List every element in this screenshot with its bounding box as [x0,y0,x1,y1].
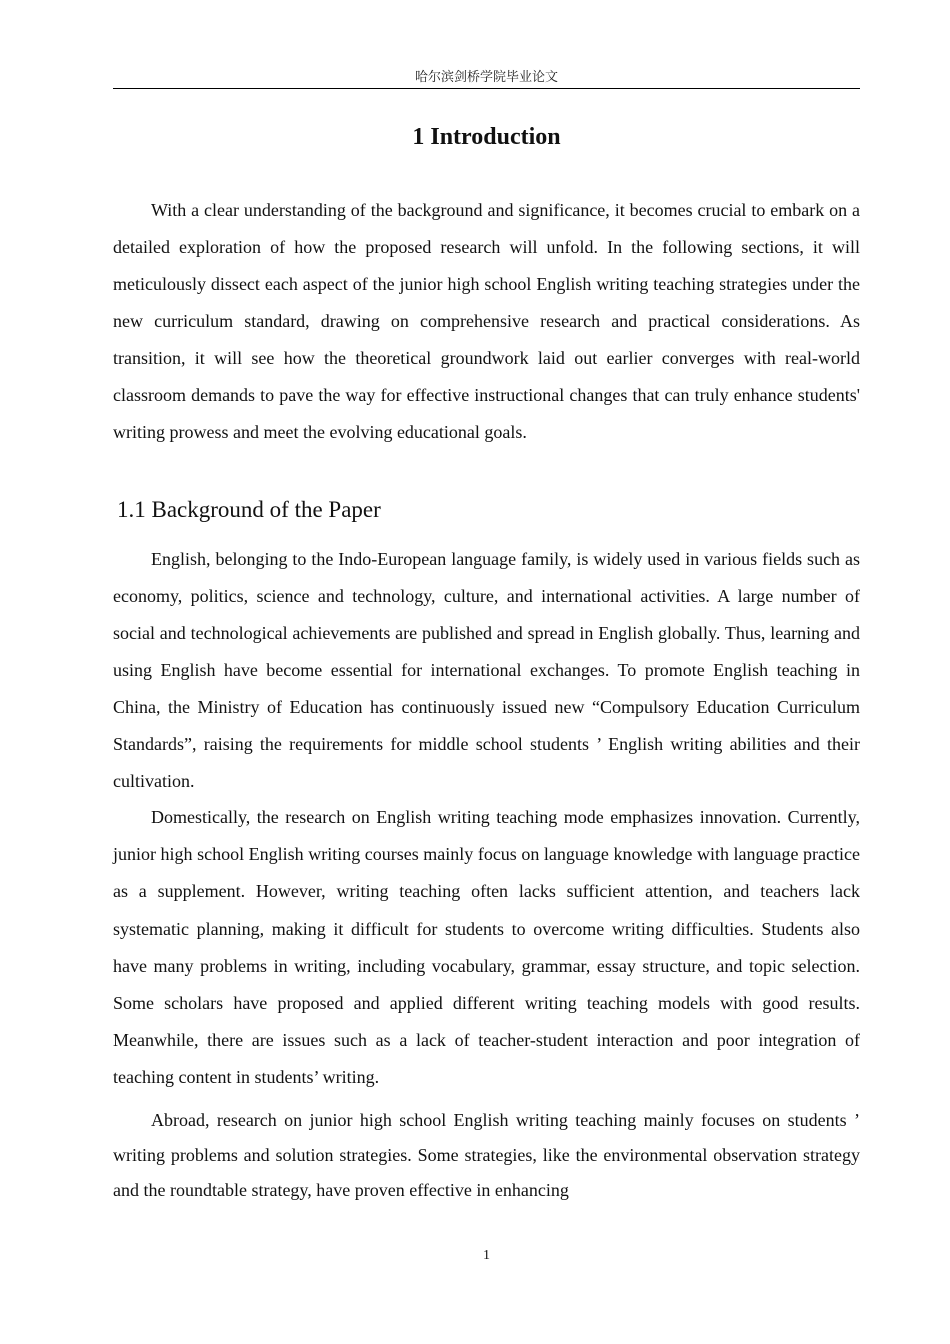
chapter-title: 1 Introduction [412,124,561,150]
body-paragraph: Abroad, research on junior high school English writing teaching mainly focuses on students ’ writing problems and solution strategies. Some strategies, like the environmental observation strategy and the roundtable strategy, have proven effective in enhancing [113,1110,860,1200]
intro-paragraph: With a clear understanding of the background and significance, it becomes crucial to embark on a detailed exploration of how the proposed research will unfold. In the following sections, it will meticulously dissect each aspect of the junior high school English writing teaching strategies under the new curriculum standard, drawing on comprehensive research and practical considerations. As transition, it will see how the theoretical groundwork laid out earlier converges with real-world classroom demands to pave the way for effective instructional changes that can truly enhance students' writing prowess and meet the evolving educational goals. [113,200,860,442]
section-title: 1.1 Background of the Paper [117,497,381,522]
body-paragraph: Domestically, the research on English writing teaching mode emphasizes innovation. Currently, junior high school English writing courses mainly focus on language knowledge with language practice as a supplement. However, writing teaching often lacks sufficient attention, and teachers lack systematic planning, making it difficult for students to overcome writing difficulties. Students also have many problems in writing, including vocabulary, grammar, essay structure, and topic selection. Some scholars have proposed and applied different writing teaching models with good results. Meanwhile, there are issues such as a lack of teacher-student interaction and poor integration of teaching content in students’ writing. [113,807,860,1088]
running-header: 哈尔滨剑桥学院毕业论文 [414,70,558,85]
header-divider [113,88,860,89]
body-paragraph: English, belonging to the Indo-European language family, is widely used in various fields such as economy, politics, science and technology, culture, and international activities. A large number of social and technological achievements are published and spread in English globally. Thus, learning and using English have become essential for international exchanges. To promote English teaching in China, the Ministry of Education has continuously issued new “Compulsory Education Curriculum Standards”, raising the requirements for middle school students ’ English writing abilities and their cultivation. [113,549,860,791]
page-number: 1 [483,1248,490,1263]
